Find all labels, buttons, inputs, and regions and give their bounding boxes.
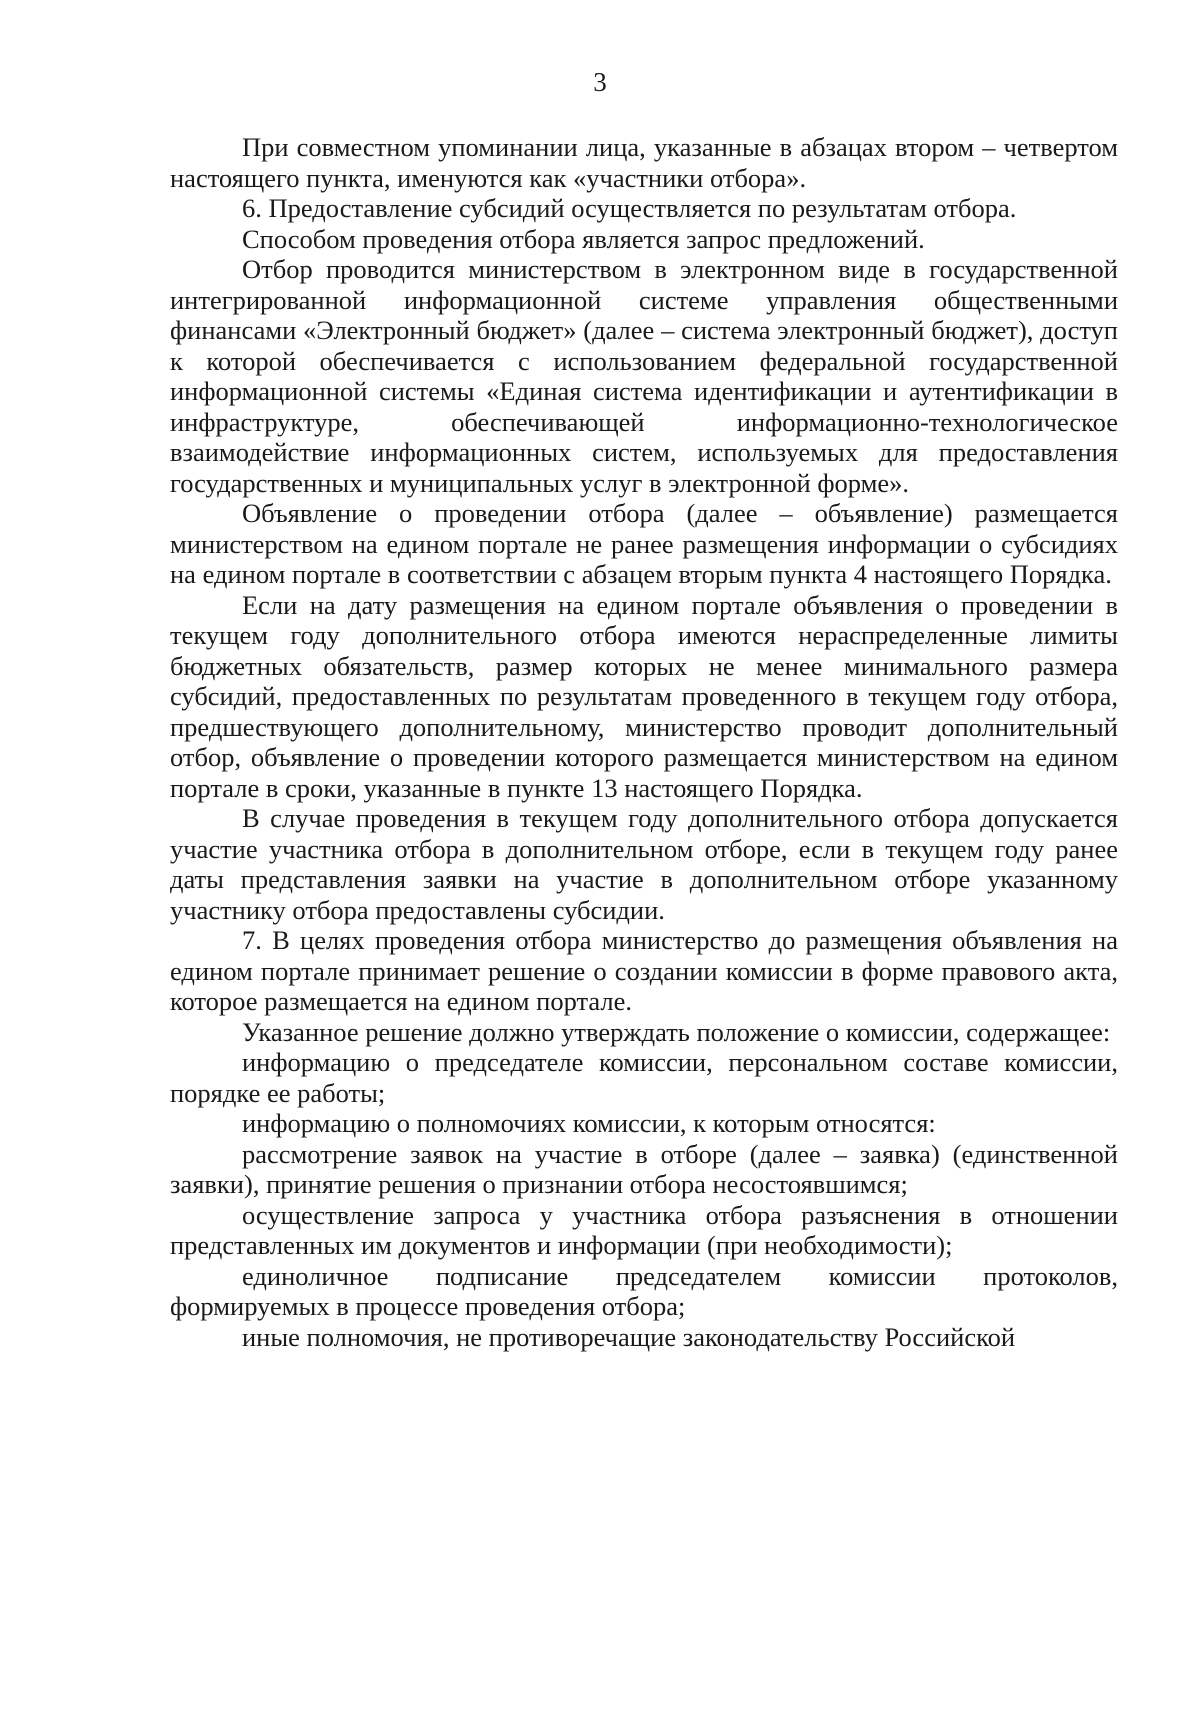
paragraph: 7. В целях проведения отбора министерство до размещения объявления на едином портале принимает решение о создании комиссии в форме правового акта, которое размещается на едином портале. <box>170 925 1118 1016</box>
paragraph: осуществление запроса у участника отбора разъяснения в отношении представленных им документов и информации (при необходимости); <box>170 1199 1118 1260</box>
document-body <box>170 132 1118 1352</box>
paragraph: При совместном упоминании лица, указанные в абзацах втором – четвертом настоящего пункта, именуются как «участники отбора». <box>170 132 1118 193</box>
paragraph: информацию о председателе комиссии, персональном составе комиссии, порядке ее работы; <box>170 1047 1118 1108</box>
paragraph: иные полномочия, не противоречащие законодательству Российской <box>242 1321 1016 1352</box>
paragraph: информацию о полномочиях комиссии, к которым относятся: <box>242 1108 936 1138</box>
paragraph: Указанное решение должно утверждать положение о комиссии, содержащее: <box>242 1016 1111 1047</box>
paragraph: рассмотрение заявок на участие в отборе (далее – заявка) (единственной заявки), принятие решения о признании отбора несостоявшимся; <box>170 1138 1118 1199</box>
paragraph: Если на дату размещения на едином портале объявления о проведении в текущем году дополнительного отбора имеются нераспределенные лимиты бюджетных обязательств, размер которых не менее минимального размера субсидий, предоставленных по результатам проведенного в текущем году отбора, предшествующего дополнительному, министерство проводит дополнительный отбор, объявление о проведении которого размещается министерством на едином портале в сроки, указанные в пункте 13 настоящего Порядка. <box>170 589 1118 803</box>
paragraph: Способом проведения отбора является запрос предложений. <box>242 223 925 254</box>
paragraph: 6. Предоставление субсидий осуществляется по результатам отбора. <box>242 193 1017 223</box>
page-number: 3 <box>593 67 607 97</box>
paragraph: Отбор проводится министерством в электронном виде в государственной интегрированной информационной системе управления общественными финансами «Электронный бюджет» (далее – система электронный бюджет), доступ к которой обеспечивается с использованием федеральной государственной информационной системы «Единая система идентификации и аутентификации в инфраструктуре, обеспечивающей информационно-технологическое взаимодействие информационных систем, используемых для предоставления государственных и муниципальных услуг в электронной форме». <box>170 254 1118 498</box>
paragraph: единоличное подписание председателем комиссии протоколов, формируемых в процессе проведения отбора; <box>170 1260 1118 1321</box>
paragraph: В случае проведения в текущем году дополнительного отбора допускается участие участника отбора в дополнительном отборе, если в текущем году ранее даты представления заявки на участие в дополнительном отборе указанному участнику отбора предоставлены субсидии. <box>170 803 1118 925</box>
paragraph: Объявление о проведении отбора (далее – объявление) размещается министерством на едином портале не ранее размещения информации о субсидиях на едином портале в соответствии с абзацем вторым пункта 4 настоящего Порядка. <box>170 498 1118 589</box>
